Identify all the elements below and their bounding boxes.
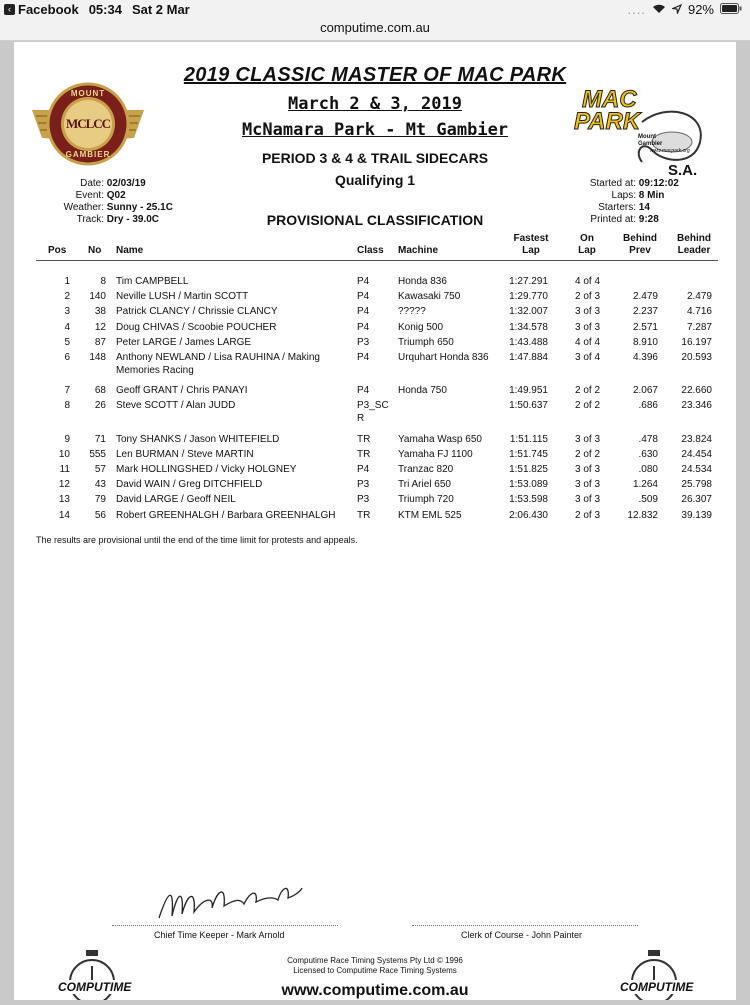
macpark-line1: MAC bbox=[582, 86, 637, 113]
macpark-line2: PARK bbox=[574, 108, 641, 135]
cell-on-lap: 2 of 2 bbox=[575, 400, 601, 412]
cell-machine: Yamaha Wasp 650 bbox=[398, 433, 482, 445]
col-on-line2: Lap bbox=[578, 245, 596, 256]
cell-pos: 7 bbox=[64, 385, 70, 397]
clerk-caption: Clerk of Course - John Painter bbox=[461, 930, 583, 940]
cell-behind-prev: .630 bbox=[638, 448, 658, 460]
cell-class: TR bbox=[357, 433, 371, 445]
cell-no: 38 bbox=[94, 306, 106, 318]
timekeeper-caption: Chief Time Keeper - Mark Arnold bbox=[154, 930, 285, 940]
cell-name: Robert GREENHALGH / Barbara GREENHALGH bbox=[116, 509, 336, 521]
cell-behind-leader: 24.534 bbox=[681, 464, 712, 475]
cell-class: P3 bbox=[357, 494, 370, 506]
cell-machine: ????? bbox=[398, 306, 426, 318]
cell-name: Patrick CLANCY / Chrissie CLANCY bbox=[116, 306, 278, 318]
cell-class: TR bbox=[357, 448, 371, 460]
cell-class: P4 bbox=[357, 276, 370, 287]
cell-behind-prev: 2.479 bbox=[632, 291, 658, 303]
cell-class-continued: R bbox=[357, 413, 365, 425]
cell-fastest: 1:53.089 bbox=[509, 479, 548, 491]
cell-pos: 8 bbox=[64, 400, 70, 412]
cell-fastest: 1:49.951 bbox=[509, 385, 548, 397]
cell-pos: 1 bbox=[64, 276, 70, 287]
cell-behind-leader: 20.593 bbox=[681, 352, 712, 363]
event-value: Q02 bbox=[106, 190, 126, 201]
cell-class: P4 bbox=[357, 291, 370, 303]
starters-label: Starters: bbox=[598, 202, 636, 213]
cell-behind-leader: 25.798 bbox=[681, 479, 712, 491]
cell-fastest: 1:51.745 bbox=[509, 448, 548, 460]
back-app-label: Facebook bbox=[18, 2, 79, 17]
url-text: computime.com.au bbox=[320, 20, 430, 35]
cell-name: Tim CAMPBELL bbox=[116, 276, 189, 287]
cell-no: 555 bbox=[89, 448, 106, 460]
cell-no: 43 bbox=[94, 479, 106, 491]
classification-heading: PROVISIONAL CLASSIFICATION bbox=[266, 212, 484, 228]
computime-logo-left bbox=[44, 950, 144, 1000]
cell-behind-leader: 16.197 bbox=[681, 336, 712, 348]
date-label: Date: bbox=[80, 178, 104, 189]
cell-fastest: 1:27.291 bbox=[509, 276, 548, 287]
logo-top-text: MOUNT bbox=[70, 89, 106, 98]
cell-fastest: 1:34.578 bbox=[509, 321, 548, 333]
cell-pos: 9 bbox=[64, 433, 70, 445]
cell-behind-prev: .509 bbox=[638, 494, 658, 506]
cell-on-lap: 3 of 3 bbox=[575, 494, 601, 506]
provisional-note: The results are provisional until the end of the time limit for protests and appeals. bbox=[36, 535, 358, 545]
signal-dots: .... bbox=[627, 2, 646, 17]
cell-fastest: 1:53.598 bbox=[509, 494, 548, 506]
laps-value: 8 Min bbox=[638, 190, 665, 201]
event-info bbox=[44, 178, 173, 226]
results-document bbox=[14, 42, 736, 1000]
cell-on-lap: 3 of 3 bbox=[575, 306, 601, 318]
cell-on-lap: 4 of 4 bbox=[575, 336, 601, 348]
cell-name: Neville LUSH / Martin SCOTT bbox=[116, 291, 249, 303]
cell-no: 57 bbox=[94, 464, 106, 475]
footer-url[interactable]: www.computime.com.au bbox=[281, 982, 469, 999]
cell-pos: 14 bbox=[58, 509, 70, 521]
cell-class: P4 bbox=[357, 306, 370, 318]
event-venue: McNamara Park - Mt Gambier bbox=[241, 120, 509, 140]
col-no: No bbox=[88, 245, 102, 256]
cell-name-continued: Memories Racing bbox=[116, 365, 194, 376]
cell-fastest: 1:50.637 bbox=[509, 400, 548, 412]
cell-name: David WAIN / Greg DITCHFIELD bbox=[116, 479, 263, 491]
wifi-icon bbox=[652, 2, 666, 17]
footer-copyright: Computime Race Timing Systems Pty Ltd © 1996 bbox=[287, 956, 463, 965]
printed-value: 9:28 bbox=[638, 214, 659, 225]
logo-mid-text: MCLCC bbox=[65, 116, 111, 131]
macpark-sub1: Mount bbox=[638, 134, 656, 140]
timing-info bbox=[574, 178, 679, 226]
cell-name: Geoff GRANT / Chris PANAYI bbox=[116, 385, 248, 397]
col-name: Name bbox=[116, 245, 144, 256]
cell-machine: Konig 500 bbox=[398, 321, 444, 333]
col-fastest-line1: Fastest bbox=[513, 233, 549, 244]
col-on-line1: On bbox=[580, 233, 594, 244]
cell-on-lap: 3 of 3 bbox=[575, 479, 601, 491]
computime-brand-right: COMPUTIME bbox=[620, 980, 694, 994]
cell-on-lap: 2 of 3 bbox=[575, 509, 601, 521]
location-arrow-icon bbox=[672, 2, 682, 17]
cell-machine: Yamaha FJ 1100 bbox=[398, 448, 473, 460]
cell-pos: 10 bbox=[58, 448, 70, 460]
clerk-signature-line bbox=[412, 925, 638, 927]
cell-pos: 11 bbox=[59, 464, 70, 475]
cell-on-lap: 2 of 2 bbox=[575, 448, 601, 460]
cell-on-lap: 2 of 3 bbox=[575, 291, 601, 303]
track-label: Track: bbox=[76, 214, 104, 225]
col-leader-line2: Leader bbox=[677, 245, 711, 256]
cell-machine: Kawasaki 750 bbox=[398, 291, 461, 303]
cell-no: 56 bbox=[94, 509, 106, 521]
cell-fastest: 1:47.884 bbox=[509, 352, 548, 363]
cell-pos: 6 bbox=[64, 352, 70, 363]
cell-pos: 4 bbox=[64, 321, 70, 333]
cell-behind-prev: 2.237 bbox=[632, 306, 658, 318]
event-label: Event: bbox=[75, 190, 104, 201]
cell-behind-leader: 4.716 bbox=[686, 306, 712, 318]
back-to-app-button[interactable] bbox=[4, 2, 79, 17]
cell-class: P3 bbox=[357, 336, 370, 348]
cell-machine: KTM EML 525 bbox=[398, 509, 462, 521]
cell-name: Peter LARGE / James LARGE bbox=[116, 336, 252, 348]
cell-behind-prev: 12.832 bbox=[627, 509, 658, 521]
cell-behind-leader: 24.454 bbox=[681, 448, 712, 460]
cell-name: Steve SCOTT / Alan JUDD bbox=[116, 400, 236, 412]
cell-machine: Tranzac 820 bbox=[398, 464, 454, 475]
cell-behind-prev: .080 bbox=[638, 464, 658, 475]
logo-bottom-text: GAMBIER bbox=[65, 150, 111, 159]
cell-class: P4 bbox=[357, 352, 370, 363]
cell-name: Mark HOLLINGSHED / Vicky HOLGNEY bbox=[116, 464, 297, 475]
cell-no: 148 bbox=[89, 352, 106, 363]
cell-fastest: 2:06.430 bbox=[509, 509, 548, 521]
footer-licensed: Licensed to Computime Race Timing Systems bbox=[293, 966, 457, 975]
event-title: 2019 CLASSIC MASTER OF MAC PARK bbox=[183, 64, 567, 86]
cell-class: P3 bbox=[357, 479, 370, 491]
cell-on-lap: 3 of 3 bbox=[575, 321, 601, 333]
cell-class: P3_SC bbox=[357, 400, 389, 412]
cell-class: P4 bbox=[357, 385, 370, 397]
weather-label: Weather: bbox=[63, 202, 104, 213]
cell-behind-leader: 23.346 bbox=[681, 400, 712, 412]
cell-fastest: 1:29.770 bbox=[509, 291, 548, 303]
battery-percent: 92% bbox=[687, 2, 714, 17]
address-bar[interactable] bbox=[0, 20, 750, 41]
cell-class: TR bbox=[357, 509, 371, 521]
cell-pos: 13 bbox=[58, 494, 70, 506]
started-label: Started at: bbox=[589, 178, 636, 189]
cell-behind-leader: 39.139 bbox=[681, 509, 712, 521]
session-group: PERIOD 3 & 4 & TRAIL SIDECARS bbox=[261, 150, 489, 166]
cell-no: 140 bbox=[89, 291, 106, 303]
laps-label: Laps: bbox=[611, 190, 636, 201]
col-leader-line1: Behind bbox=[677, 233, 711, 244]
cell-machine: Honda 750 bbox=[398, 385, 447, 397]
cell-no: 71 bbox=[94, 433, 106, 445]
col-behind-prev bbox=[618, 233, 662, 257]
cell-no: 79 bbox=[94, 494, 106, 506]
computime-brand-left: COMPUTIME bbox=[58, 980, 132, 994]
status-bar bbox=[0, 0, 750, 20]
macpark-site: www.macpark.org bbox=[650, 148, 690, 154]
track-value: Dry - 39.0C bbox=[106, 214, 160, 225]
cell-on-lap: 3 of 4 bbox=[575, 352, 601, 363]
cell-class: P4 bbox=[357, 321, 370, 333]
weather-value: Sunny - 25.1C bbox=[106, 202, 173, 213]
cell-behind-leader: 26.307 bbox=[681, 494, 712, 506]
cell-behind-leader: 7.287 bbox=[686, 321, 712, 333]
col-fastest bbox=[506, 233, 556, 257]
cell-behind-prev: .478 bbox=[638, 433, 658, 445]
cell-name: Anthony NEWLAND / Lisa RAUHINA / Making bbox=[116, 352, 320, 363]
col-pos: Pos bbox=[48, 245, 67, 256]
session-name: Qualifying 1 bbox=[334, 172, 416, 188]
cell-fastest: 1:51.825 bbox=[509, 464, 548, 475]
cell-name: Tony SHANKS / Jason WHITEFIELD bbox=[116, 433, 280, 445]
timekeeper-signature-line bbox=[112, 925, 338, 927]
col-behind-leader bbox=[672, 233, 716, 257]
col-prev-line2: Prev bbox=[629, 245, 651, 256]
cell-behind-prev: .686 bbox=[638, 400, 658, 412]
col-machine: Machine bbox=[398, 245, 439, 256]
cell-pos: 12 bbox=[58, 479, 70, 491]
cell-behind-leader: 2.479 bbox=[686, 291, 712, 303]
date: Sat 2 Mar bbox=[131, 2, 190, 17]
cell-machine: Triumph 720 bbox=[398, 494, 454, 506]
signature bbox=[154, 878, 304, 931]
cell-name: Doug CHIVAS / Scoobie POUCHER bbox=[116, 321, 277, 333]
cell-behind-leader: 23.824 bbox=[681, 433, 712, 445]
started-value: 09:12:02 bbox=[638, 178, 679, 189]
cell-name: Len BURMAN / Steve MARTIN bbox=[116, 448, 254, 460]
cell-on-lap: 3 of 3 bbox=[575, 464, 601, 475]
cell-pos: 3 bbox=[64, 306, 70, 318]
col-prev-line1: Behind bbox=[623, 233, 657, 244]
cell-behind-prev: 1.264 bbox=[632, 479, 658, 491]
cell-behind-leader: 22.660 bbox=[681, 385, 712, 397]
cell-fastest: 1:51.115 bbox=[509, 433, 548, 445]
clock: 05:34 bbox=[88, 2, 122, 17]
cell-no: 68 bbox=[94, 385, 106, 397]
cell-machine: Tri Ariel 650 bbox=[398, 479, 451, 491]
cell-machine: Triumph 650 bbox=[398, 336, 454, 348]
cell-behind-prev: 2.571 bbox=[632, 321, 658, 333]
cell-pos: 5 bbox=[64, 336, 70, 348]
cell-class: P4 bbox=[357, 464, 370, 475]
col-on-lap bbox=[572, 233, 602, 257]
starters-value: 14 bbox=[638, 202, 650, 213]
cell-no: 8 bbox=[100, 276, 106, 287]
cell-behind-prev: 8.910 bbox=[632, 336, 658, 348]
col-class: Class bbox=[357, 245, 384, 256]
event-dates: March 2 & 3, 2019 bbox=[288, 94, 462, 114]
computime-logo-right bbox=[606, 950, 706, 1000]
header-divider bbox=[36, 260, 718, 261]
cell-no: 87 bbox=[94, 336, 106, 348]
col-fastest-line2: Lap bbox=[522, 245, 540, 256]
cell-name: David LARGE / Geoff NEIL bbox=[116, 494, 236, 506]
cell-pos: 2 bbox=[64, 291, 70, 303]
cell-behind-prev: 4.396 bbox=[632, 352, 658, 363]
cell-no: 12 bbox=[94, 321, 106, 333]
macpark-sub2: Gambier bbox=[638, 141, 663, 147]
cell-fastest: 1:43.488 bbox=[509, 336, 548, 348]
cell-no: 26 bbox=[94, 400, 106, 412]
cell-fastest: 1:32.007 bbox=[509, 306, 548, 318]
cell-machine: Honda 836 bbox=[398, 276, 447, 287]
cell-on-lap: 4 of 4 bbox=[575, 276, 601, 287]
printed-label: Printed at: bbox=[590, 214, 636, 225]
battery-icon bbox=[720, 2, 742, 17]
cell-behind-prev: 2.067 bbox=[632, 385, 658, 397]
cell-on-lap: 2 of 2 bbox=[575, 385, 601, 397]
macpark-sa: S.A. bbox=[668, 162, 698, 179]
cell-machine: Urquhart Honda 836 bbox=[398, 352, 489, 363]
cell-on-lap: 3 of 3 bbox=[575, 433, 601, 445]
date-value: 02/03/19 bbox=[106, 178, 146, 189]
back-chevron-icon: ‹ bbox=[4, 4, 15, 15]
